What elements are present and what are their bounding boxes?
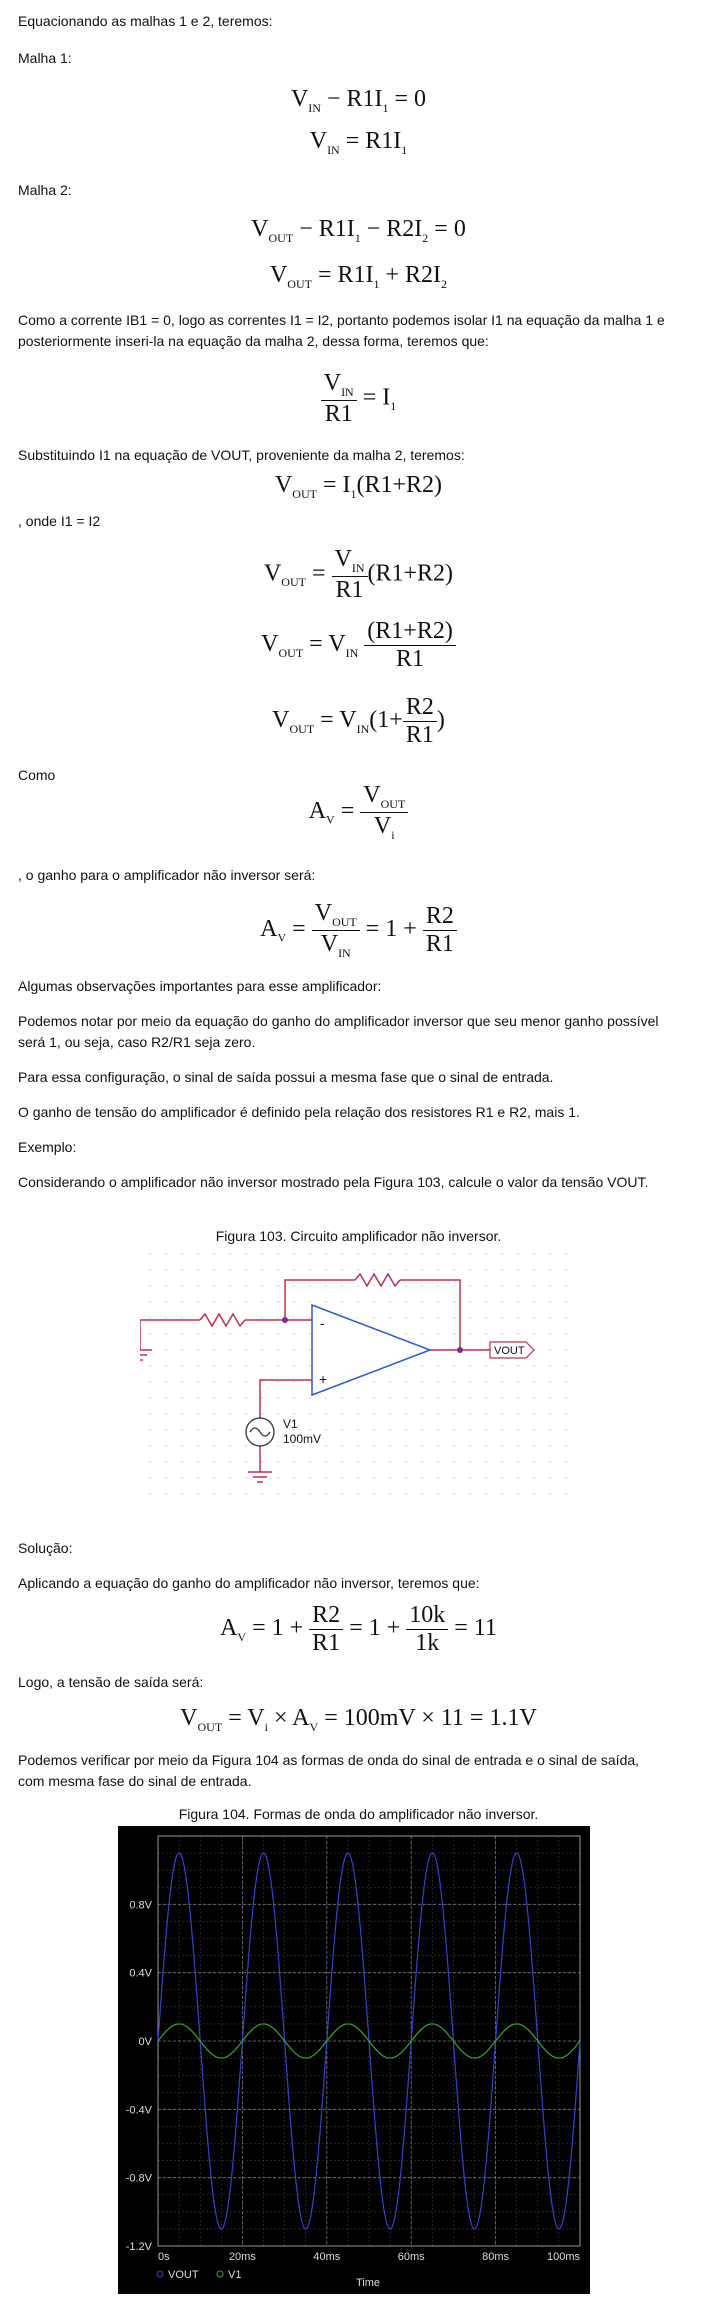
- y-tick-label: -1.2V: [125, 2241, 152, 2253]
- x-tick-label: 20ms: [228, 2251, 256, 2263]
- current-text: Como a corrente IB1 = 0, logo as correntes I1 = I2, portanto podemos isolar I1 na equação da malha 1 e posteriormente inseri-la na equação da malha 2, dessa forma, teremos que:: [18, 312, 665, 349]
- junction-dot: [282, 1317, 288, 1323]
- y-tick-label: 0.8V: [129, 1899, 152, 1912]
- x-tick-label: 80ms: [482, 2251, 510, 2263]
- figure-104-caption: Figura 104. Formas de onda do amplificador não inversor.: [178, 1806, 539, 1822]
- equation-5: $\frac{V_{IN}}{R1}$ = $I_1$: [0, 370, 717, 428]
- malha1-label: Malha 1:: [18, 50, 72, 66]
- x-tick-label: 0s: [158, 2251, 170, 2263]
- feedback-resistor: [355, 1274, 400, 1286]
- ground-left: [140, 1350, 152, 1360]
- plus-sign: +: [319, 1371, 328, 1387]
- source-value: 100mV: [283, 1432, 322, 1446]
- ground-bottom: [248, 1472, 272, 1482]
- input-resistor: [200, 1314, 245, 1326]
- y-tick-label: -0.4V: [125, 2104, 152, 2117]
- circuit-diagram: [140, 1250, 580, 1500]
- junction-dot: [457, 1347, 463, 1353]
- equation-12: $A_V = 1$ + $\frac{R2}{R1}$ = 1 + $\frac{10k}{1k}$ = 11: [220, 1602, 497, 1656]
- equation-1: $V_{IN} - R1I_1 = 0$: [290, 86, 427, 115]
- observation-3: O ganho de tensão do amplificador é definido pela relação dos resistores R1 e R2, mais 1.: [18, 1104, 580, 1120]
- x-tick-label: 40ms: [313, 2251, 341, 2263]
- equation-10: $A_V$ = $\frac{V_{OUT}}{V_i}$: [0, 782, 717, 843]
- legend-label: VOUT: [168, 2269, 199, 2281]
- where-text: , onde I1 = I2: [18, 513, 101, 529]
- substituting-text: Substituindo I1 na equação de VOUT, proveniente da malha 2, teremos:: [18, 447, 465, 463]
- malha2-label: Malha 2:: [18, 182, 72, 198]
- x-axis-label: Time: [355, 2277, 381, 2289]
- equation-13: $V_{OUT} = V_i \times A_V = 100mV \times 11 = 1.1V$: [180, 1705, 537, 1734]
- example-text: Considerando o amplificador não inversor mostrado pela Figura 103, calcule o valor da tensão VOUT.: [18, 1174, 649, 1190]
- waveform-chart: [118, 1826, 590, 2294]
- opamp-triangle: [312, 1305, 430, 1395]
- example-heading: Exemplo:: [18, 1139, 77, 1155]
- equation-8: $V_{OUT} = V_{IN}$ $\frac{(R1+R2)}{R1}$: [0, 618, 717, 673]
- solution-heading: Solução:: [18, 1540, 73, 1556]
- x-tick-label: 60ms: [397, 2251, 425, 2263]
- equation-4: $V_{OUT} = R1I_1 + R2I_2$: [269, 262, 448, 291]
- y-tick-label: 0.4V: [129, 1967, 152, 1980]
- observation-1: Podemos notar por meio da equação do ganho do amplificador inversor que seu menor ganho possível será 1, ou seja, caso R2/R1 seja zero.: [18, 1013, 659, 1050]
- x-tick-label: 100ms: [546, 2251, 580, 2263]
- y-tick-label: -0.8V: [125, 2172, 152, 2185]
- source-name: V1: [283, 1417, 298, 1431]
- equation-2: $V_{IN} = R1I_1$: [309, 128, 408, 157]
- observations-heading: Algumas observações importantes para esse amplificador:: [18, 978, 382, 994]
- equation-11: $A_V$ = $\frac{V_{OUT}}{V_{IN}}$ = 1 + $\frac{R2}{R1}$: [0, 900, 717, 961]
- y-tick-label: 0V: [138, 2036, 152, 2048]
- equation-9: $V_{OUT} = V_{IN}(1+$ $\frac{R2}{R1}$ ): [272, 694, 445, 748]
- applying-text: Aplicando a equação do ganho do amplificador não inversor, teremos que:: [18, 1575, 480, 1591]
- equation-6: $V_{OUT} = I_1(R1+R2)$: [274, 472, 443, 501]
- figure-103-caption: Figura 103. Circuito amplificador não inversor.: [215, 1228, 502, 1244]
- equation-3: $V_{OUT} - R1I_1 - R2I_2 = 0$: [251, 216, 466, 245]
- output-voltage-text: Logo, a tensão de saída será:: [18, 1674, 204, 1690]
- verify-text: Podemos verificar por meio da Figura 104 as formas de onda do sinal de entrada e o sinal de saída, com mesma fase do sinal de entrada.: [18, 1752, 640, 1789]
- gain-text: , o ganho para o amplificador não inversor será:: [18, 867, 316, 883]
- equation-7: $V_{OUT}$ = $\frac{V_{IN}}{R1}$ (R1+R2): [263, 546, 454, 603]
- intro-text: Equacionando as malhas 1 e 2, teremos:: [18, 13, 273, 29]
- minus-sign: -: [320, 1315, 325, 1331]
- observation-2: Para essa configuração, o sinal de saída possui a mesma fase que o sinal de entrada.: [18, 1069, 554, 1085]
- vout-label: VOUT: [494, 1345, 525, 1357]
- legend-label: V1: [228, 2269, 242, 2281]
- como-text: Como: [18, 767, 56, 783]
